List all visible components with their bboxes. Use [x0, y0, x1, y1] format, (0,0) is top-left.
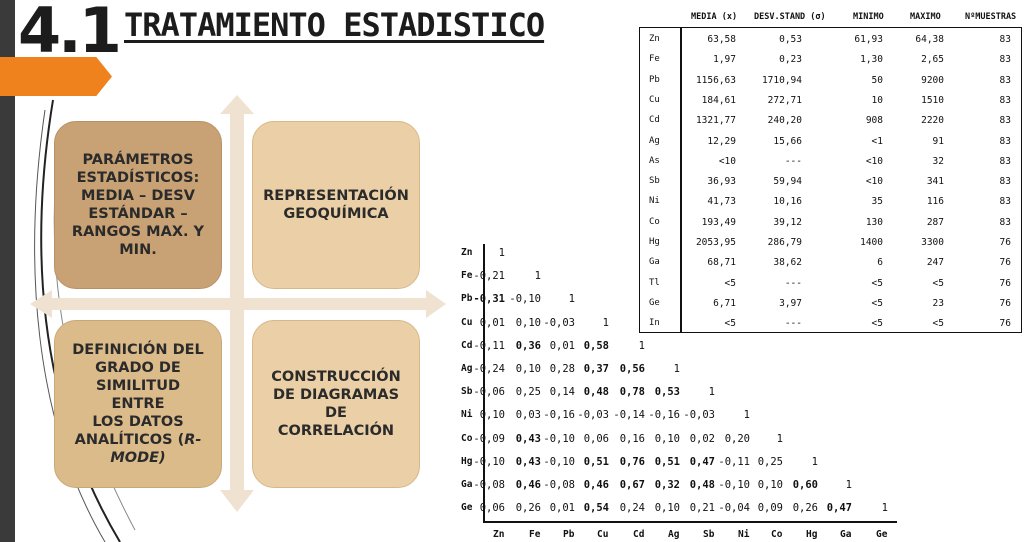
- corr-value: 0,10: [654, 502, 680, 515]
- q3-italic-text: R-MODE): [110, 432, 202, 467]
- corr-value: -0,06: [473, 386, 505, 399]
- corr-value: 0,47: [689, 455, 715, 468]
- stats-cell-media: <10: [718, 155, 736, 167]
- stats-cell-media: 41,73: [707, 196, 736, 208]
- stats-cell-desv: ---: [784, 155, 802, 167]
- corr-value: 0,10: [515, 363, 541, 375]
- stats-element-label: Hg: [649, 237, 660, 247]
- corr-horizontal-axis: [483, 521, 897, 523]
- stats-cell-min: 61,93: [854, 34, 883, 45]
- stats-cell-desv: ---: [784, 318, 802, 330]
- stats-cell-n: 83: [999, 115, 1011, 127]
- stats-cell-desv: 0,23: [779, 54, 802, 66]
- q1-line: MEDIA – DESV: [81, 187, 195, 204]
- stats-cell-desv: 38,62: [773, 257, 802, 269]
- corr-column-label: Sb: [703, 529, 715, 540]
- corr-column-label: Cu: [597, 529, 609, 540]
- corr-row-label: Cu: [461, 316, 473, 328]
- stats-cell-media: 6,71: [713, 297, 736, 309]
- corr-column-label: Hg: [806, 529, 818, 540]
- corr-value: -0,24: [473, 363, 505, 375]
- stats-cell-desv: 39,12: [773, 216, 802, 228]
- stats-row: [639, 217, 1023, 237]
- stats-cell-media: 193,49: [701, 216, 736, 228]
- stats-element-label: Fe: [649, 54, 660, 65]
- stats-cell-desv: 240,20: [767, 115, 802, 127]
- corr-value: 0,28: [549, 363, 575, 375]
- corr-value: 0,46: [583, 479, 609, 491]
- stats-cell-max: 9200: [921, 74, 944, 86]
- stats-row: [639, 34, 1023, 54]
- corr-value: 0,10: [479, 409, 505, 422]
- corr-row-label: Fe: [461, 270, 473, 282]
- corr-value: 0,26: [515, 502, 541, 515]
- header-min: MINIMO: [853, 12, 884, 22]
- corr-value: 1: [708, 386, 715, 399]
- corr-row-label: Ge: [461, 502, 473, 514]
- stats-cell-min: <5: [871, 297, 883, 309]
- stats-cell-desv: 10,16: [773, 196, 802, 208]
- stats-cell-media: 2053,95: [695, 237, 736, 248]
- corr-value: -0,08: [473, 479, 505, 491]
- stats-element-label: Ni: [649, 196, 660, 207]
- stats-cell-media: 63,58: [707, 34, 736, 45]
- corr-value: -0,16: [648, 409, 680, 422]
- corr-value: 1: [602, 316, 609, 329]
- stats-cell-min: 10: [871, 94, 883, 106]
- stats-cell-desv: 0,53: [779, 34, 802, 45]
- stats-cell-n: 76: [999, 318, 1011, 330]
- corr-value: -0,11: [718, 455, 750, 468]
- corr-value: 1: [568, 293, 575, 306]
- stats-element-label: Tl: [649, 277, 660, 288]
- stats-cell-max: 3300: [921, 237, 944, 248]
- corr-value: 0,16: [619, 432, 645, 445]
- corr-value: -0,10: [718, 479, 750, 491]
- corr-value: -0,09: [473, 432, 505, 445]
- stats-cell-max: 116: [926, 196, 944, 208]
- corr-column-label: Ni: [738, 529, 750, 540]
- stats-cell-max: 32: [932, 155, 944, 167]
- corr-value: 0,51: [654, 455, 680, 468]
- corr-value: 0,10: [515, 316, 541, 329]
- stats-cell-min: <10: [865, 176, 883, 188]
- slide-title: TRATAMIENTO ESTADISTICO: [124, 6, 545, 44]
- corr-value: 0,21: [689, 502, 715, 515]
- corr-value: 0,48: [583, 386, 609, 399]
- stats-cell-desv: 59,94: [773, 176, 802, 188]
- stats-cell-desv: 15,66: [773, 135, 802, 147]
- stats-cell-max: 247: [926, 257, 944, 269]
- corr-value: 0,48: [689, 479, 715, 491]
- stats-cell-media: 1321,77: [695, 115, 736, 127]
- stats-cell-desv: 272,71: [767, 94, 802, 106]
- stats-row: [639, 54, 1023, 74]
- stats-cell-min: <5: [871, 318, 883, 330]
- header-desv: DESV.STAND (σ): [754, 12, 826, 22]
- corr-value: 1: [743, 409, 750, 422]
- corr-row-label: Pb: [461, 293, 473, 305]
- corr-column-label: Ga: [840, 529, 852, 540]
- quadrant-correlation-diagrams: [252, 320, 420, 488]
- stats-cell-min: 1400: [860, 237, 883, 248]
- stats-cell-media: 12,29: [707, 135, 736, 147]
- stats-cell-max: <5: [932, 318, 944, 330]
- corr-row-label: Ag: [461, 363, 473, 374]
- stats-row: [639, 176, 1023, 196]
- corr-value: 0,09: [757, 502, 783, 515]
- stats-cell-max: 64,38: [915, 34, 944, 45]
- corr-value: -0,10: [543, 432, 575, 445]
- corr-value: -0,21: [473, 270, 505, 283]
- corr-value: 0,54: [583, 502, 609, 515]
- corr-value: 1: [498, 247, 505, 259]
- stats-cell-n: 83: [999, 74, 1011, 86]
- corr-row-label: Zn: [461, 247, 473, 258]
- corr-value: 1: [638, 339, 645, 352]
- stats-cell-min: 1,30: [860, 54, 883, 66]
- stats-element-label: Pb: [649, 74, 660, 85]
- q3-line: GRADO DE: [95, 359, 181, 376]
- stats-row: [639, 95, 1023, 115]
- stats-cell-n: 76: [999, 297, 1011, 309]
- stats-element-label: Co: [649, 216, 660, 227]
- corr-value: 0,01: [549, 339, 575, 352]
- stats-cell-media: 1,97: [713, 54, 736, 66]
- corr-value: -0,10: [473, 455, 505, 468]
- corr-value: 0,01: [549, 502, 575, 515]
- corr-value: 0,06: [583, 432, 609, 445]
- corr-value: 0,32: [654, 479, 680, 491]
- stats-cell-max: 91: [932, 135, 944, 147]
- stats-cell-n: 83: [999, 135, 1011, 147]
- corr-row-label: Ni: [461, 409, 473, 421]
- stats-cell-max: 341: [926, 176, 944, 188]
- corr-value: 0,76: [619, 455, 645, 468]
- corr-value: 0,47: [826, 502, 852, 515]
- q3-line: DEFINICIÓN DEL: [72, 341, 204, 358]
- stats-cell-desv: 1710,94: [761, 74, 802, 86]
- stats-element-label: Sb: [649, 176, 660, 187]
- corr-column-label: Cd: [633, 529, 645, 540]
- stats-element-label: Cu: [649, 94, 660, 105]
- q2-text: REPRESENTACIÓN GEOQUÍMICA: [263, 187, 409, 222]
- corr-value: -0,08: [543, 479, 575, 491]
- corr-value: 0,26: [792, 502, 818, 515]
- corr-column-label: Ag: [668, 529, 680, 540]
- corr-value: -0,16: [543, 409, 575, 422]
- corr-row-label: Hg: [461, 455, 473, 467]
- stats-cell-n: 83: [999, 34, 1011, 45]
- corr-value: 0,14: [549, 386, 575, 399]
- stats-cell-max: 23: [932, 297, 944, 309]
- corr-value: 0,37: [583, 363, 609, 375]
- stats-cell-n: 83: [999, 155, 1011, 167]
- stats-cell-min: 130: [865, 216, 883, 228]
- corr-value: 0,10: [654, 432, 680, 445]
- corr-value: 1: [673, 363, 680, 375]
- stats-cell-media: <5: [724, 318, 736, 330]
- corr-value: -0,31: [473, 293, 505, 306]
- corr-value: -0,14: [613, 409, 645, 422]
- correlation-matrix: [455, 240, 915, 542]
- stats-cell-min: 908: [865, 115, 883, 127]
- q3-line-italic-wrap: [69, 431, 207, 467]
- corr-value: 0,53: [654, 386, 680, 399]
- stats-cell-media: 1156,63: [695, 74, 736, 86]
- corr-value: 0,36: [515, 339, 541, 352]
- q1-line: MIN.: [119, 242, 157, 259]
- stats-cell-min: 35: [871, 196, 883, 208]
- stats-cell-n: 76: [999, 257, 1011, 269]
- corr-value: 0,43: [515, 432, 541, 445]
- corr-column-label: Pb: [563, 529, 575, 540]
- corr-row-label: Co: [461, 432, 473, 444]
- q3-line: SIMILITUD ENTRE: [96, 377, 180, 412]
- corr-value: 1: [881, 502, 888, 515]
- corr-value: 0,02: [689, 432, 715, 445]
- stats-cell-max: 2,65: [921, 54, 944, 66]
- corr-value: -0,11: [473, 339, 505, 352]
- corr-value: -0,10: [543, 455, 575, 468]
- stats-cell-min: 6: [877, 257, 883, 269]
- quadrant-statistical-parameters: [54, 121, 222, 289]
- stats-cell-max: 2220: [921, 115, 944, 127]
- corr-value: 0,25: [515, 386, 541, 399]
- stats-cell-n: 83: [999, 94, 1011, 106]
- q1-line: PARÁMETROS: [82, 151, 194, 168]
- stats-element-label: Ge: [649, 297, 660, 308]
- q1-line: ESTÁNDAR –: [88, 206, 188, 222]
- stats-cell-media: 184,61: [701, 94, 736, 106]
- corr-value: 0,43: [515, 455, 541, 468]
- stats-cell-media: 36,93: [707, 176, 736, 188]
- corr-value: 0,60: [792, 479, 818, 491]
- header-media: MEDIA (x): [691, 12, 738, 22]
- stats-row: [639, 196, 1023, 216]
- corr-value: 0,58: [583, 339, 609, 352]
- stats-element-label: Ga: [649, 257, 660, 268]
- quadrant-similarity-definition: [54, 320, 222, 488]
- corr-row-label: Ga: [461, 479, 473, 490]
- stats-element-label: Zn: [649, 34, 660, 44]
- corr-value: -0,03: [543, 316, 575, 329]
- stats-row: [639, 75, 1023, 95]
- corr-value: -0,04: [718, 502, 750, 515]
- stats-cell-n: 83: [999, 176, 1011, 188]
- header-max: MAXIMO: [910, 12, 941, 22]
- stats-cell-max: 287: [926, 216, 944, 228]
- stats-cell-n: 83: [999, 54, 1011, 66]
- stats-cell-n: 76: [999, 277, 1011, 289]
- corr-value: 0,51: [583, 455, 609, 468]
- stats-cell-min: <10: [865, 155, 883, 167]
- stats-cell-media: 68,71: [707, 257, 736, 269]
- stats-cell-max: 1510: [921, 94, 944, 106]
- corr-value: 1: [534, 270, 541, 283]
- corr-value: 0,06: [479, 502, 505, 515]
- corr-value: 0,78: [619, 386, 645, 399]
- stats-cell-min: <1: [871, 135, 883, 147]
- q3-line: LOS DATOS: [92, 414, 184, 431]
- corr-value: 1: [811, 455, 818, 468]
- corr-value: 0,46: [515, 479, 541, 491]
- corr-value: 0,25: [757, 455, 783, 468]
- corr-value: 0,67: [619, 479, 645, 491]
- stats-cell-n: 76: [999, 237, 1011, 248]
- stats-element-label: In: [649, 318, 660, 329]
- stats-cell-n: 83: [999, 196, 1011, 208]
- corr-column-label: Co: [771, 529, 783, 540]
- stats-element-label: Cd: [649, 115, 660, 126]
- corr-value: 0,10: [757, 479, 783, 491]
- header-n: NºMUESTRAS: [965, 12, 1017, 22]
- corr-column-label: Fe: [529, 529, 541, 540]
- stats-cell-min: 50: [871, 74, 883, 86]
- corr-value: -0,03: [577, 409, 609, 422]
- corr-value: 0,20: [724, 432, 750, 445]
- stats-row: [639, 115, 1023, 135]
- stats-row: [639, 156, 1023, 176]
- corr-column-label: Ge: [876, 529, 888, 540]
- q3-line: ANALÍTICOS (: [74, 432, 185, 449]
- corr-value: -0,03: [683, 409, 715, 422]
- stats-cell-media: <5: [724, 277, 736, 289]
- corr-value: -0,10: [509, 293, 541, 306]
- stats-cell-desv: ---: [784, 277, 802, 289]
- corr-row-label: Cd: [461, 339, 473, 351]
- stats-element-label: As: [649, 155, 660, 166]
- stats-element-label: Ag: [649, 135, 660, 146]
- corr-value: 0,24: [619, 502, 645, 515]
- q1-line: RANGOS MAX. Y: [71, 224, 205, 241]
- stats-cell-desv: 3,97: [779, 297, 802, 309]
- quadrant-geochemical-representation: [252, 121, 420, 289]
- corr-row-label: Sb: [461, 386, 473, 398]
- corr-value: 0,01: [479, 316, 505, 329]
- stats-row: [639, 136, 1023, 156]
- stats-cell-max: <5: [932, 277, 944, 289]
- q4-text: CONSTRUCCIÓN DE DIAGRAMAS DE CORRELACIÓN: [271, 368, 401, 440]
- stats-cell-desv: 286,79: [767, 237, 802, 248]
- stats-cell-min: <5: [871, 277, 883, 289]
- stats-cell-n: 83: [999, 216, 1011, 228]
- corr-value: 0,03: [515, 409, 541, 422]
- corr-value: 1: [845, 479, 852, 491]
- corr-value: 0,56: [619, 363, 645, 375]
- corr-value: 1: [776, 432, 783, 445]
- q1-line: ESTADÍSTICOS:: [76, 169, 200, 186]
- corr-column-label: Zn: [493, 529, 505, 540]
- section-number: 4.1: [18, 0, 119, 67]
